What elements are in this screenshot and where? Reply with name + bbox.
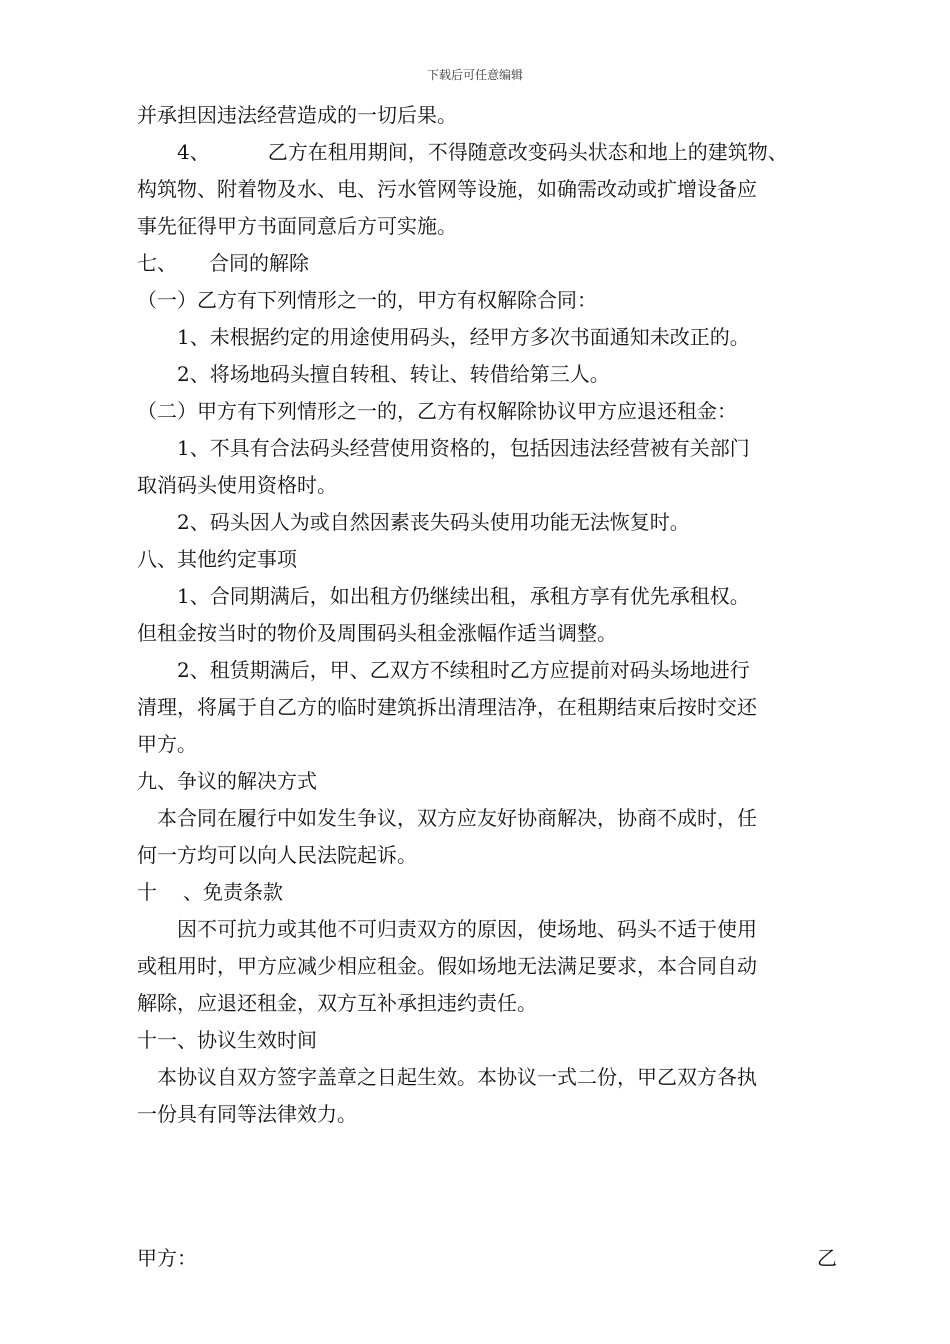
- text-line: 甲方。: [137, 732, 197, 756]
- text-line: 2、将场地码头擅自转租、转让、转借给第三人。: [177, 362, 610, 386]
- text-line: 一份具有同等法律效力。: [137, 1102, 357, 1126]
- text-line: 本合同在履行中如发生争议，双方应友好协商解决，协商不成时，任: [157, 806, 757, 830]
- text-line: 事先征得甲方书面同意后方可实施。: [137, 214, 457, 238]
- text-line: 并承担因违法经营造成的一切后果。: [137, 103, 457, 127]
- text-line: 但租金按当时的物价及周围码头租金涨幅作适当调整。: [137, 621, 617, 645]
- list-item: [137, 134, 837, 171]
- section-title: 、免责条款: [183, 880, 283, 904]
- text-line: 2、码头因人为或自然因素丧失码头使用功能无法恢复时。: [177, 510, 690, 534]
- section-heading: 九、争议的解决方式: [137, 769, 317, 793]
- section-heading: 八、其他约定事项: [137, 547, 297, 571]
- text-line: 因不可抗力或其他不可归责双方的原因，使场地、码头不适于使用: [177, 917, 757, 941]
- item-number: 4、: [177, 140, 210, 164]
- text-line: 清理，将属于自乙方的临时建筑拆出清理洁净，在租期结束后按时交还: [137, 695, 757, 719]
- section-number: 十: [137, 880, 157, 904]
- page-header: 下载后可任意编辑: [426, 68, 523, 82]
- text-line: 本协议自双方签字盖章之日起生效。本协议一式二份，甲乙双方各执: [157, 1065, 757, 1089]
- text-line: 1、合同期满后，如出租方仍继续出租，承租方享有优先承租权。: [177, 584, 750, 608]
- signature-row: [137, 1240, 837, 1277]
- text-line: 1、未根据约定的用途使用码头，经甲方多次书面通知未改正的。: [177, 325, 750, 349]
- party-a-label: 甲方：: [137, 1246, 197, 1270]
- section-heading: 十一、协议生效时间: [137, 1028, 317, 1052]
- text-line: 何一方均可以向人民法院起诉。: [137, 843, 417, 867]
- text-line: 乙方在租用期间，不得随意改变码头状态和地上的建筑物、: [267, 140, 788, 164]
- text-line: 1、不具有合法码头经营使用资格的，包括因违法经营被有关部门: [177, 436, 750, 460]
- text-line: 取消码头使用资格时。: [137, 473, 337, 497]
- text-line: （一）乙方有下列情形之一的，甲方有权解除合同：: [137, 288, 597, 312]
- section-title: 合同的解除: [209, 251, 309, 275]
- text-line: 解除，应退还租金，双方互补承担违约责任。: [137, 991, 537, 1015]
- text-line: 构筑物、附着物及水、电、污水管网等设施，如确需改动或扩增设备应: [137, 177, 757, 201]
- text-line: （二）甲方有下列情形之一的，乙方有权解除协议甲方应退还租金：: [137, 399, 737, 423]
- document-body: [137, 97, 837, 1133]
- party-b-label: 乙: [817, 1246, 837, 1270]
- section-heading: [137, 874, 837, 911]
- section-number: 七、: [137, 251, 177, 275]
- text-line: 或租用时，甲方应减少相应租金。假如场地无法满足要求，本合同自动: [137, 954, 757, 978]
- section-heading: [137, 245, 837, 282]
- text-line: 2、租赁期满后，甲、乙双方不续租时乙方应提前对码头场地进行: [177, 658, 750, 682]
